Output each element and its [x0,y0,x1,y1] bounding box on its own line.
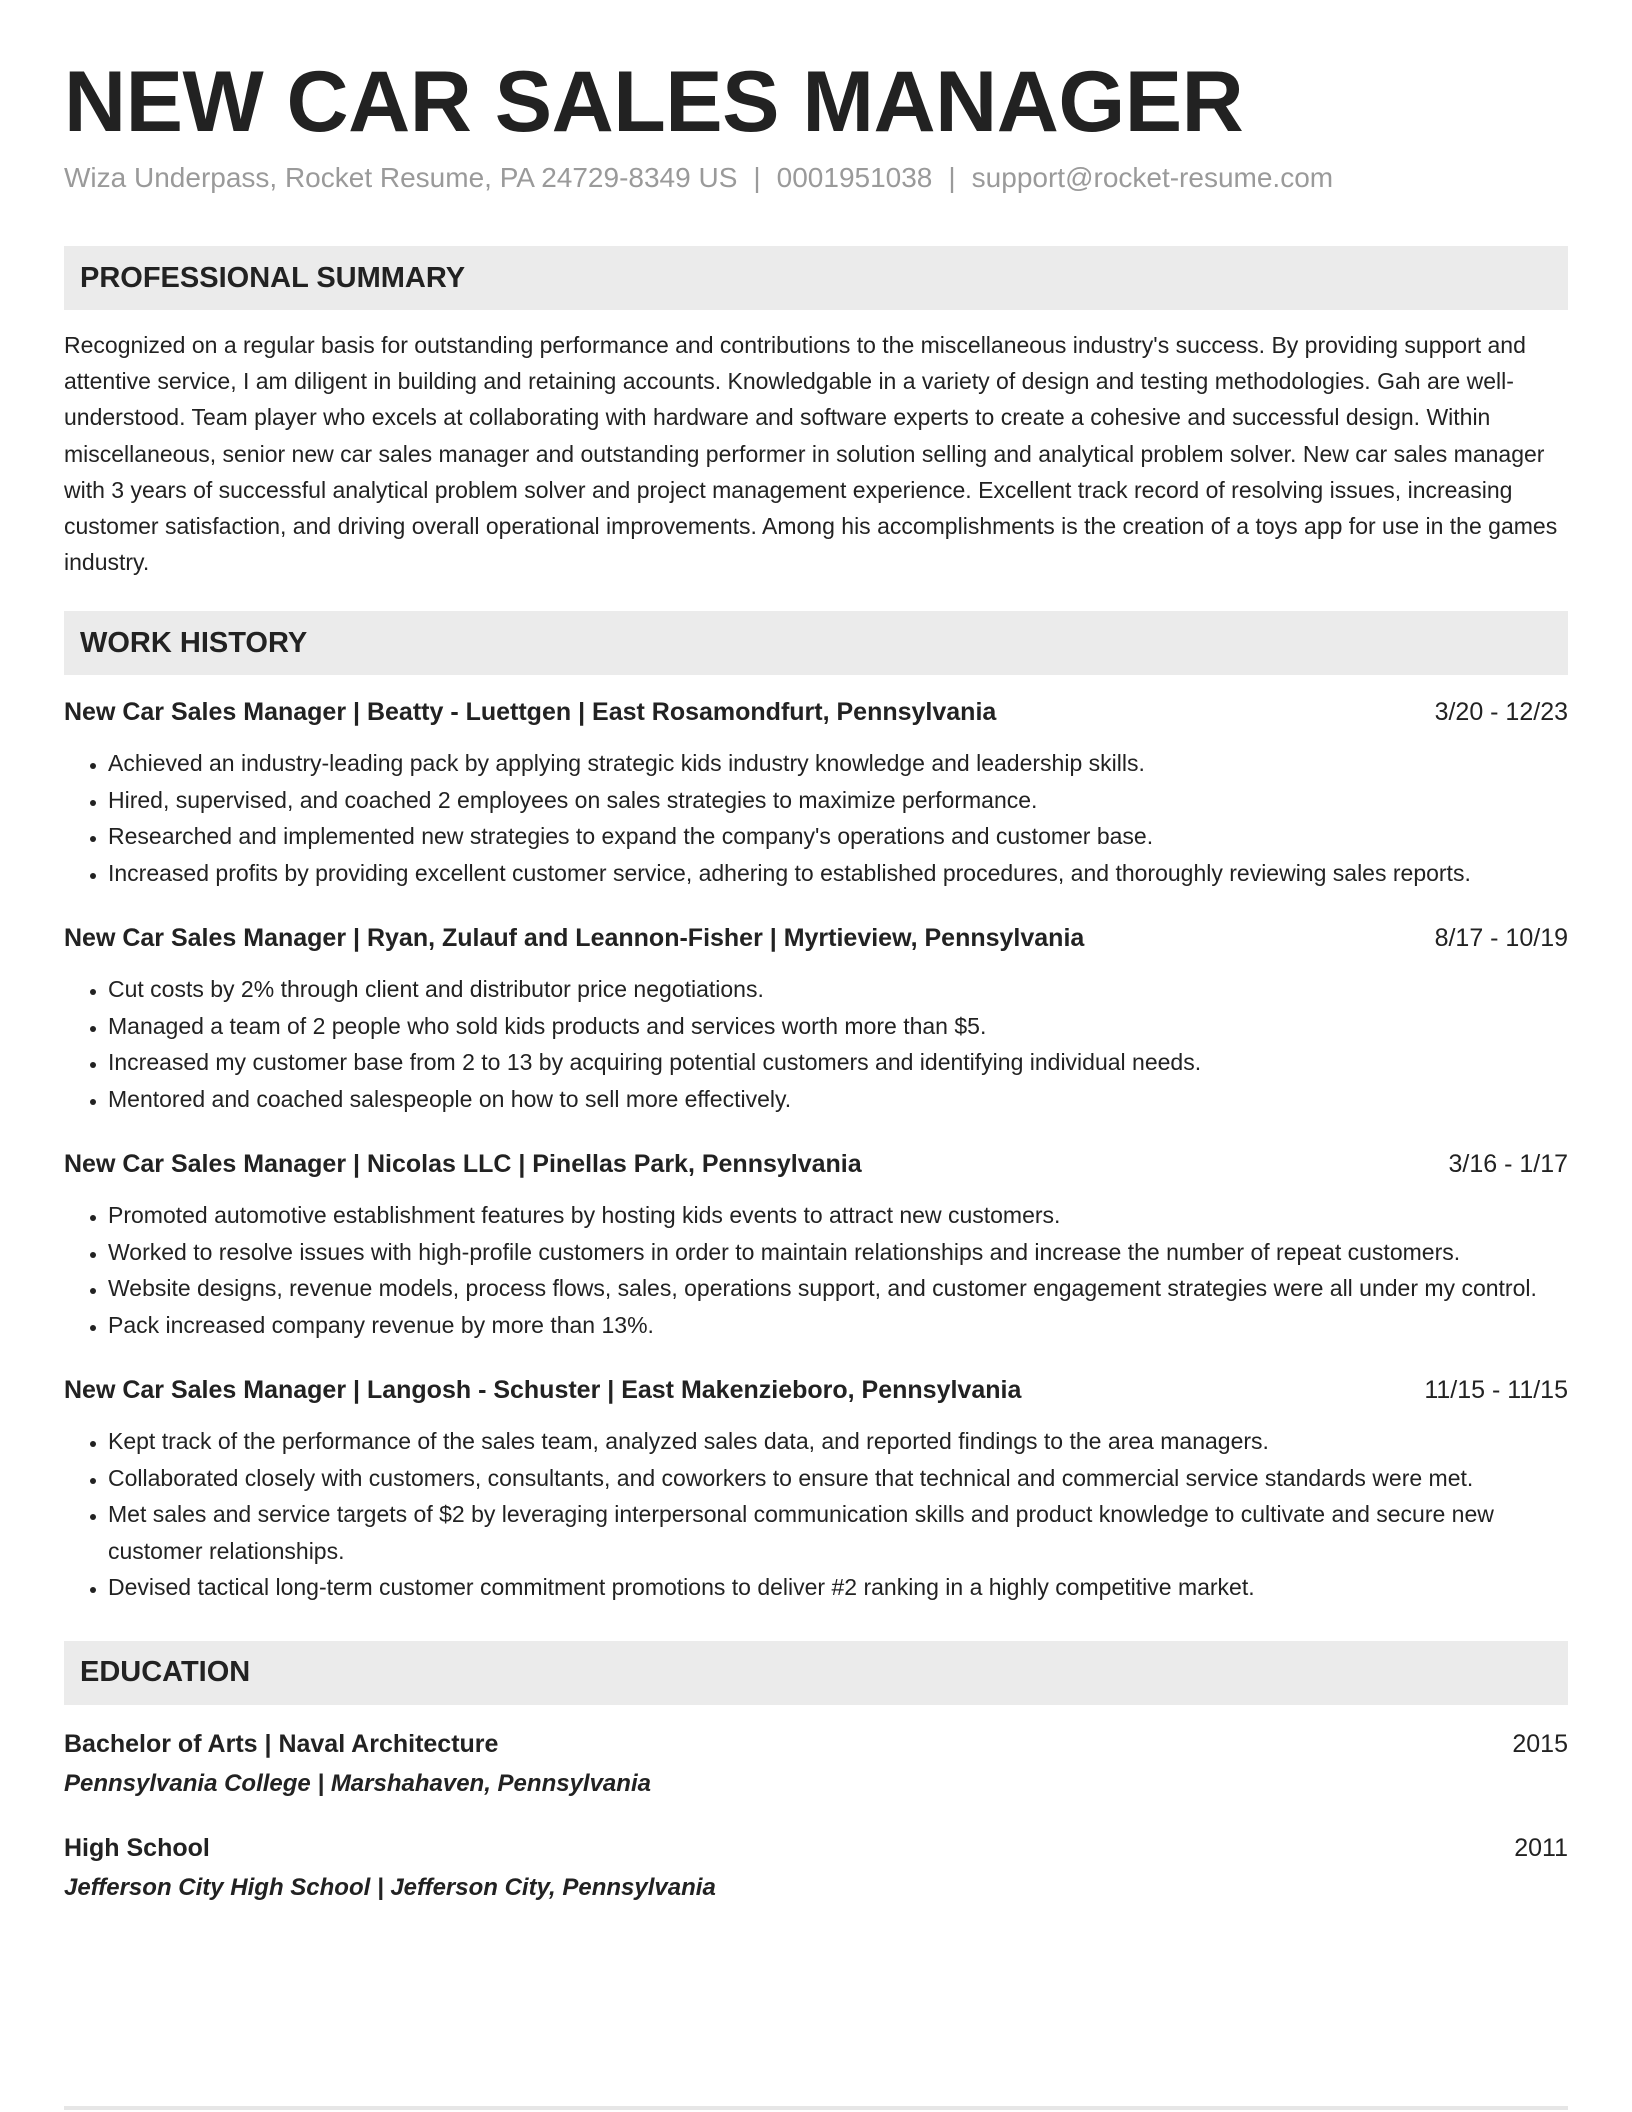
education-year: 2015 [1512,1729,1568,1758]
job-bullets [64,971,1568,1117]
education-degree: High School [64,1833,210,1862]
job-bullet: • Devised tactical long-term customer commitment promotions to deliver #2 ranking in a highly competitive market. [108,1569,1568,1606]
job-bullet: • Achieved an industry-leading pack by applying strategic kids industry knowledge and leadership skills. [108,745,1568,782]
contact-separator: | [948,162,956,193]
summary-heading: PROFESSIONAL SUMMARY [64,246,1568,310]
job-bullet: • Collaborated closely with customers, consultants, and coworkers to ensure that technical and commercial service standards were met. [108,1460,1568,1497]
education-entry [64,1831,1568,1905]
job-bullet: • Hired, supervised, and coached 2 employees on sales strategies to maximize performance. [108,782,1568,819]
education-year: 2011 [1514,1833,1568,1862]
education-school: Pennsylvania College | Marshahaven, Pennsylvania [64,1769,651,1797]
contact-separator: | [753,162,761,193]
job-title: New Car Sales Manager | Ryan, Zulauf and Leannon-Fisher | Myrtieview, Pennsylvania [64,924,1085,953]
job-bullet: • Pack increased company revenue by more than 13%. [108,1307,1568,1344]
contact-phone: 0001951038 [776,162,933,193]
job-title: New Car Sales Manager | Beatty - Luettgen | East Rosamondfurt, Pennsylvania [64,698,997,727]
job-dates: 11/15 - 11/15 [1424,1376,1568,1405]
job-header [64,695,1568,729]
job-bullet: • Increased profits by providing excellent customer service, adhering to established procedures, and thoroughly reviewing sales reports. [108,855,1568,892]
job-bullet: • Mentored and coached salespeople on how to sell more effectively. [108,1081,1568,1118]
education-school: Jefferson City High School | Jefferson City, Pennsylvania [64,1873,716,1901]
job-title: New Car Sales Manager | Nicolas LLC | Pinellas Park, Pennsylvania [64,1150,862,1179]
job-bullet: • Kept track of the performance of the sales team, analyzed sales data, and reported findings to the area managers. [108,1423,1568,1460]
job-bullet: • Increased my customer base from 2 to 13 by acquiring potential customers and identifying individual needs. [108,1044,1568,1081]
contact-address: Wiza Underpass, Rocket Resume, PA 24729-8349 US [64,162,738,193]
education-header [64,1727,1568,1761]
job-bullet: • Researched and implemented new strategies to expand the company's operations and customer base. [108,818,1568,855]
job-dates: 3/20 - 12/23 [1434,698,1568,727]
job-entry [64,1373,1568,1606]
job-bullets [64,1423,1568,1606]
contact-line [64,158,1568,198]
work-history-heading: WORK HISTORY [64,611,1568,675]
education-entry [64,1727,1568,1801]
job-bullet: • Cut costs by 2% through client and distributor price negotiations. [108,971,1568,1008]
job-header [64,921,1568,955]
job-dates: 3/16 - 1/17 [1448,1150,1568,1179]
education-heading: EDUCATION [64,1641,1568,1705]
job-bullet: • Managed a team of 2 people who sold kids products and services worth more than $5. [108,1008,1568,1045]
job-bullet: • Website designs, revenue models, process flows, sales, operations support, and customer engagement strategies were all under my control. [108,1270,1568,1307]
job-bullets [64,1197,1568,1343]
job-header [64,1373,1568,1407]
education-header [64,1831,1568,1865]
job-entry [64,695,1568,891]
job-bullet: • Met sales and service targets of $2 by leveraging interpersonal communication skills and product knowledge to cultivate and secure new customer relationships. [108,1496,1568,1569]
footer-divider [64,2106,1568,2110]
job-title: New Car Sales Manager | Langosh - Schuster | East Makenzieboro, Pennsylvania [64,1376,1022,1405]
resume-title: NEW CAR SALES MANAGER [64,54,1244,150]
job-entry [64,921,1568,1117]
job-entry [64,1147,1568,1343]
contact-email[interactable]: support@rocket-resume.com [971,162,1334,193]
job-header [64,1147,1568,1181]
resume-page [64,52,1568,1905]
job-bullet: • Promoted automotive establishment features by hosting kids events to attract new customers. [108,1197,1568,1234]
job-dates: 8/17 - 10/19 [1434,924,1568,953]
summary-text: Recognized on a regular basis for outstanding performance and contributions to the miscellaneous industry's success. By providing support and attentive service, I am diligent in building and retaining accounts. Knowledgable in a variety of design and testing methodologies. Gah are well-understood. Team player who excels at collaborating with hardware and software experts to create a cohesive and successful design. Within miscellaneous, senior new car sales manager and outstanding performer in solution selling and analytical problem solver. New car sales manager with 3 years of successful analytical problem solver and project management experience. Excellent track record of resolving issues, increasing customer satisfaction, and driving overall operational improvements. Among his accomplishments is the creation of a toys app for use in the games industry. [64,332,1558,576]
education-degree: Bachelor of Arts | Naval Architecture [64,1729,499,1758]
job-bullet: • Worked to resolve issues with high-profile customers in order to maintain relationships and increase the number of repeat customers. [108,1234,1568,1271]
job-bullets [64,745,1568,891]
